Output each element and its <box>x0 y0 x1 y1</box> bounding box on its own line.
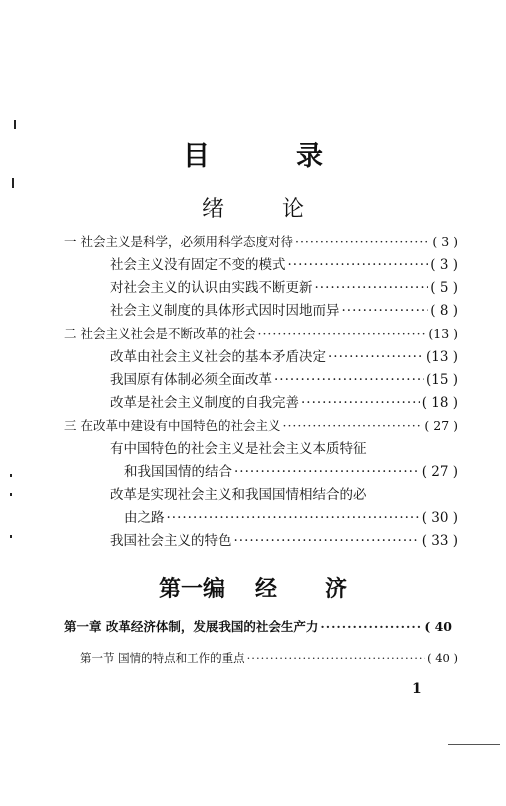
toc-entry[interactable] <box>64 325 458 343</box>
leader-dots <box>315 279 429 297</box>
toc-entry-label: 三 在改革中建设有中国特色的社会主义 <box>64 418 281 433</box>
toc-chapter-label: 第一章 改革经济体制，发展我国的社会生产力 <box>64 619 319 634</box>
toc-entry-label: 改革是社会主义制度的自我完善 <box>110 395 299 411</box>
toc-entry[interactable] <box>110 532 458 550</box>
toc-entry[interactable] <box>64 417 458 435</box>
toc-entry-continuation: 由之路 <box>124 510 165 526</box>
toc-entry-label: 一 社会主义是科学，必须用科学态度对待 <box>64 234 293 249</box>
leader-dots <box>247 649 425 667</box>
toc-entry-label: 我国原有体制必须全面改革 <box>110 372 272 388</box>
toc-entry-continuation: 和我国国情的结合 <box>124 464 232 480</box>
toc-chapter-page: ( 40 <box>424 619 452 634</box>
leader-dots <box>167 509 420 527</box>
toc-entry-page: ( 3 ) <box>432 234 458 249</box>
intro-title <box>0 192 506 223</box>
leader-dots <box>234 463 420 481</box>
leader-dots <box>328 348 424 366</box>
toc-entry-label: 改革由社会主义社会的基本矛盾决定 <box>110 349 326 365</box>
bottom-rule <box>448 744 500 745</box>
leader-dots <box>301 394 420 412</box>
toc-entry[interactable] <box>110 302 458 320</box>
title-char-left: 目 <box>183 141 210 172</box>
title-char-right: 录 <box>296 141 323 172</box>
toc-entry-label: 对社会主义的认识由实践不断更新 <box>110 280 313 296</box>
toc-entry-page: (13 ) <box>428 326 458 341</box>
toc-entry-label: 社会主义没有固定不变的模式 <box>110 257 286 273</box>
leader-dots <box>320 618 422 636</box>
leader-dots <box>342 302 429 320</box>
toc-entry[interactable] <box>124 509 458 527</box>
toc-entry[interactable] <box>110 348 458 366</box>
toc-entry-page: ( 27 ) <box>421 464 458 480</box>
scan-mark <box>10 474 12 477</box>
toc-entry[interactable] <box>110 256 458 274</box>
toc-entry-page: (15 ) <box>425 372 458 388</box>
toc-entry-page: (13 ) <box>425 349 458 365</box>
toc-entry[interactable] <box>110 371 458 389</box>
intro-title-left: 绪 <box>201 197 224 222</box>
leader-dots <box>288 256 429 274</box>
toc-section-page: ( 40 ) <box>427 651 458 665</box>
toc-chapter[interactable] <box>64 618 452 636</box>
toc-entry-label: 社会主义制度的具体形式因时因地而异 <box>110 303 340 319</box>
toc-entry[interactable] <box>64 233 458 251</box>
toc-entry-page: ( 18 ) <box>421 395 458 411</box>
toc-section-label: 第一节 国情的特点和工作的重点 <box>80 651 245 665</box>
leader-dots <box>295 233 430 251</box>
toc-entry-page: ( 30 ) <box>421 510 458 526</box>
toc-entry[interactable] <box>110 394 458 412</box>
toc-entry[interactable] <box>124 463 458 481</box>
toc-entry-label: 二 社会主义社会是不断改革的社会 <box>64 326 256 341</box>
leader-dots <box>257 325 426 343</box>
toc-entry-page: ( 5 ) <box>430 280 458 296</box>
part-one-title <box>0 572 506 603</box>
leader-dots <box>234 532 420 550</box>
toc-entry[interactable] <box>110 279 458 297</box>
toc-entry-page: ( 8 ) <box>430 303 458 319</box>
toc-entry-label: 我国社会主义的特色 <box>110 533 232 549</box>
scan-mark <box>10 493 12 496</box>
part-one-title-right: 济 <box>325 576 348 602</box>
scan-mark <box>14 120 16 129</box>
toc-entry-page: ( 3 ) <box>430 257 458 273</box>
page-number: 1 <box>412 681 422 697</box>
part-one-title-mid: 经 <box>254 576 277 602</box>
toc-entry-label[interactable]: 改革是实现社会主义和我国国情相结合的必 <box>110 487 367 503</box>
toc-entry-page: ( 33 ) <box>421 533 458 549</box>
intro-title-right: 论 <box>282 197 305 222</box>
toc-entry-page: ( 27 ) <box>424 418 458 433</box>
part-one-title-left: 第一编 <box>158 576 225 602</box>
leader-dots <box>282 417 422 435</box>
scan-mark <box>12 178 14 188</box>
toc-section[interactable] <box>80 649 458 667</box>
leader-dots <box>274 371 424 389</box>
page-title <box>0 134 506 173</box>
toc-entry-label[interactable]: 有中国特色的社会主义是社会主义本质特征 <box>110 441 367 457</box>
scan-mark <box>10 535 12 538</box>
